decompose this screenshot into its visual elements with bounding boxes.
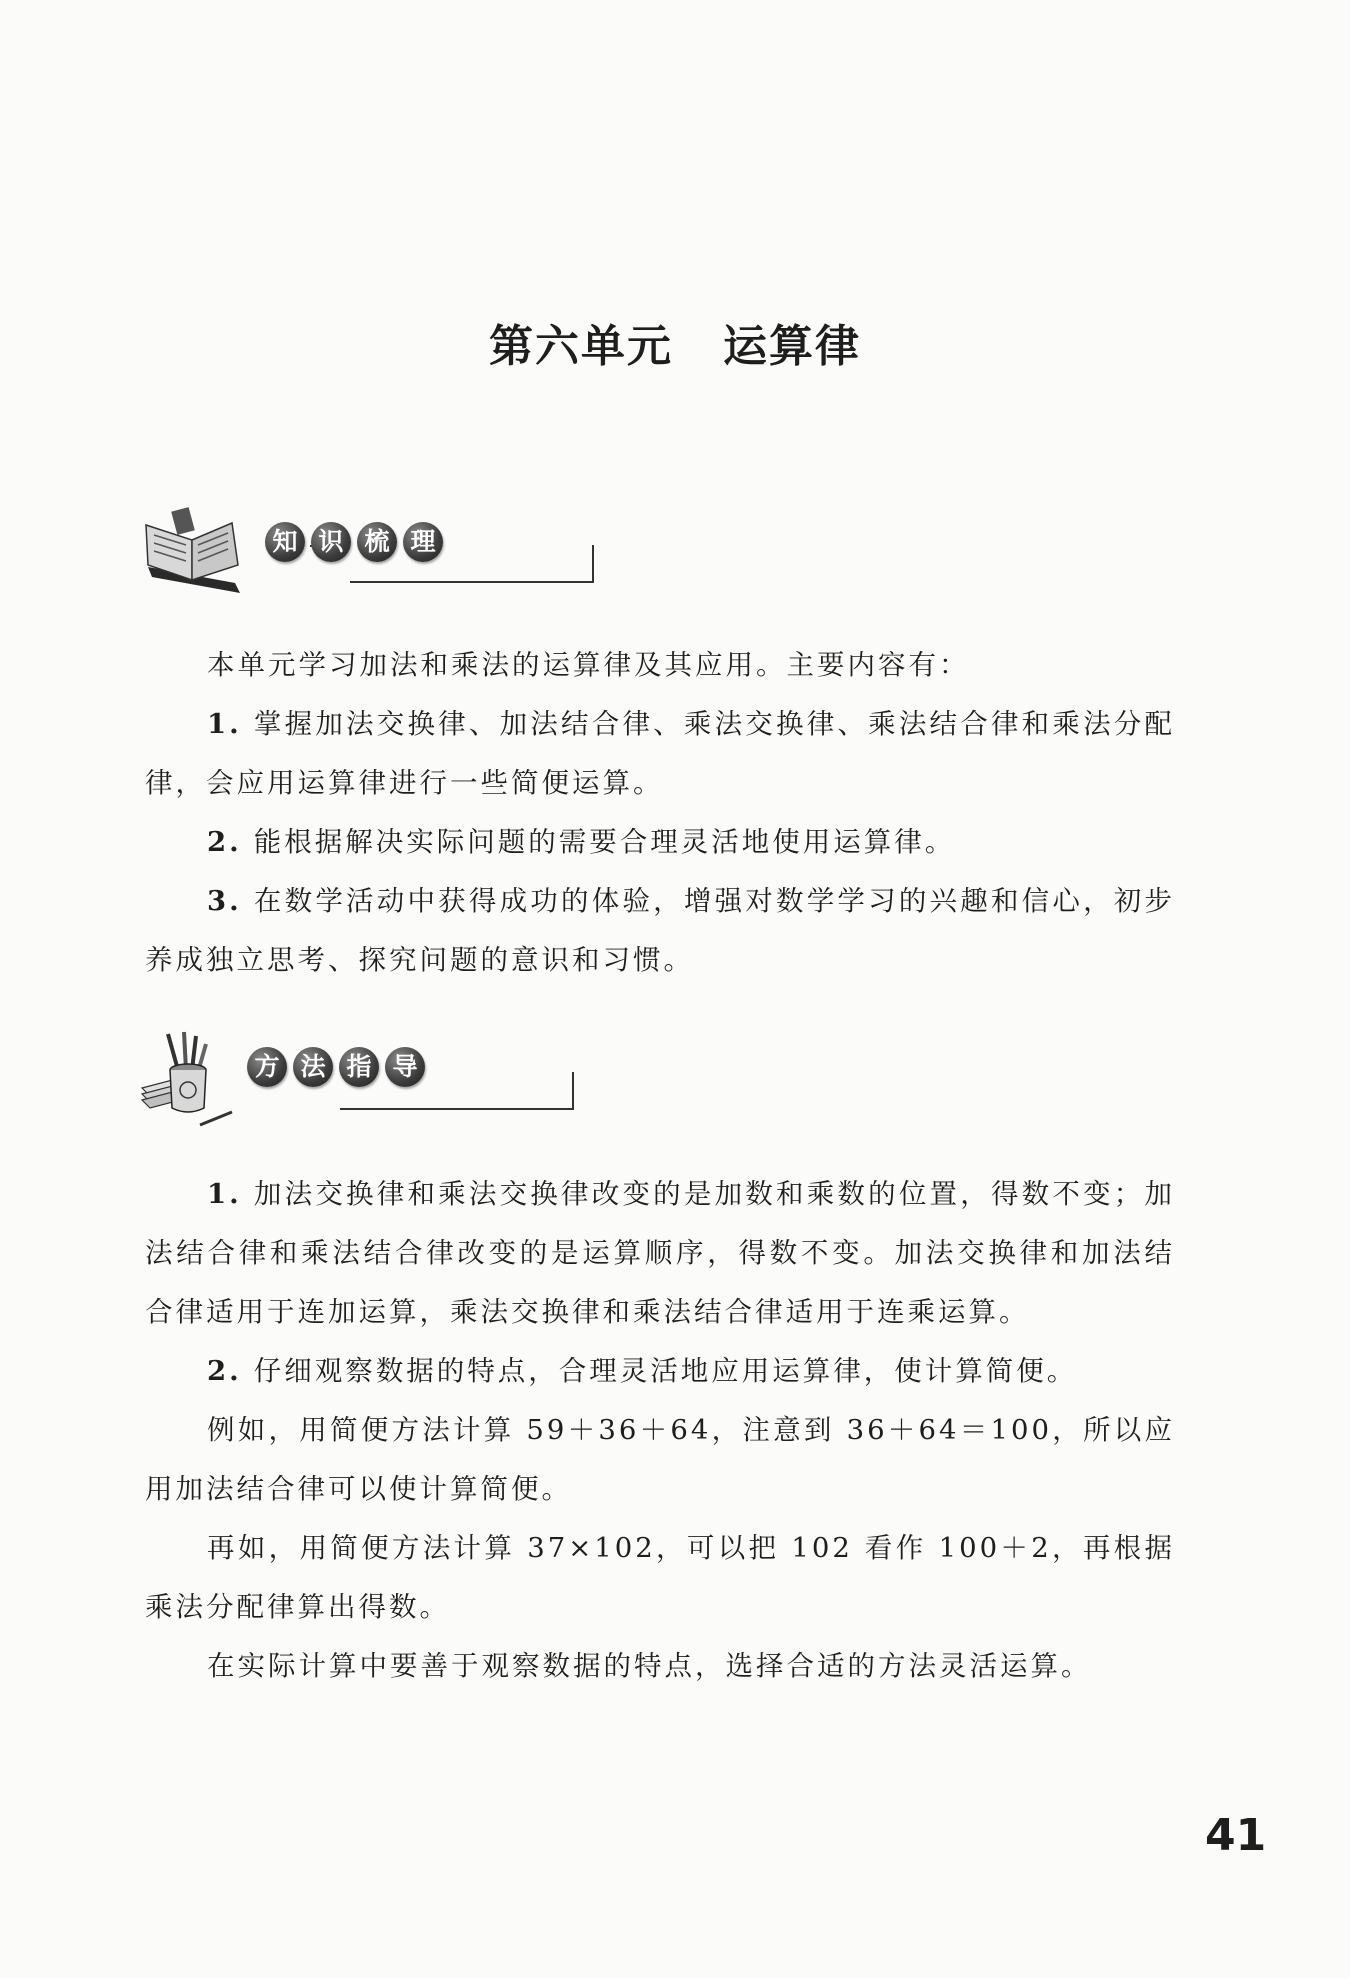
open-book-icon — [140, 505, 250, 600]
section1-item-1 — [145, 695, 1175, 813]
section1-item-3 — [145, 872, 1175, 990]
section2-example-1: 例如，用简便方法计算 59＋36＋64，注意到 36＋64＝100，所以应用加法结合律可以使计算简便。 — [145, 1414, 1175, 1505]
title-badge: 识 — [311, 522, 351, 562]
item-text: 掌握加法交换律、加法结合律、乘法交换律、乘法结合律和乘法分配律，会应用运算律进行一些简便运算。 — [145, 708, 1175, 799]
section2-item-2 — [145, 1342, 1175, 1401]
title-badge: 指 — [339, 1047, 379, 1087]
section-title-badges — [265, 522, 443, 562]
item-number: 1. — [207, 708, 242, 740]
section-title-badges — [247, 1047, 425, 1087]
unit-topic: 运算律 — [723, 321, 861, 372]
unit-title — [0, 310, 1350, 374]
pencil-cup-icon — [140, 1030, 240, 1130]
section-header-knowledge — [140, 505, 470, 605]
section1-intro: 本单元学习加法和乘法的运算律及其应用。主要内容有： — [207, 649, 970, 681]
page-number: 41 — [1205, 1810, 1267, 1861]
section-header-method — [140, 1030, 450, 1130]
section1-item-2 — [145, 813, 1175, 872]
section2-example-2: 再如，用简便方法计算 37×102，可以把 102 看作 100＋2，再根据乘法分配律算出得数。 — [145, 1532, 1175, 1623]
item-text: 加法交换律和乘法交换律改变的是加数和乘数的位置，得数不变；加法结合律和乘法结合律改变的是运算顺序，得数不变。加法交换律和加法结合律适用于连加运算，乘法交换律和乘法结合律适用于连乘运算。 — [145, 1178, 1175, 1328]
title-badge: 方 — [247, 1047, 287, 1087]
item-text: 能根据解决实际问题的需要合理灵活地使用运算律。 — [253, 826, 956, 858]
item-text: 仔细观察数据的特点，合理灵活地应用运算律，使计算简便。 — [253, 1355, 1078, 1387]
section2-item-1 — [145, 1165, 1175, 1342]
title-badge: 梳 — [357, 522, 397, 562]
title-badge: 知 — [265, 522, 305, 562]
item-number: 3. — [207, 885, 242, 917]
section2-conclusion: 在实际计算中要善于观察数据的特点，选择合适的方法灵活运算。 — [207, 1650, 1092, 1682]
item-text: 在数学活动中获得成功的体验，增强对数学学习的兴趣和信心，初步养成独立思考、探究问题的意识和习惯。 — [145, 885, 1175, 976]
item-number: 2. — [207, 826, 242, 858]
item-number: 2. — [207, 1355, 242, 1387]
title-badge: 理 — [403, 522, 443, 562]
title-badge: 导 — [385, 1047, 425, 1087]
unit-number: 第六单元 — [489, 321, 673, 372]
title-badge: 法 — [293, 1047, 333, 1087]
item-number: 1. — [207, 1178, 242, 1210]
